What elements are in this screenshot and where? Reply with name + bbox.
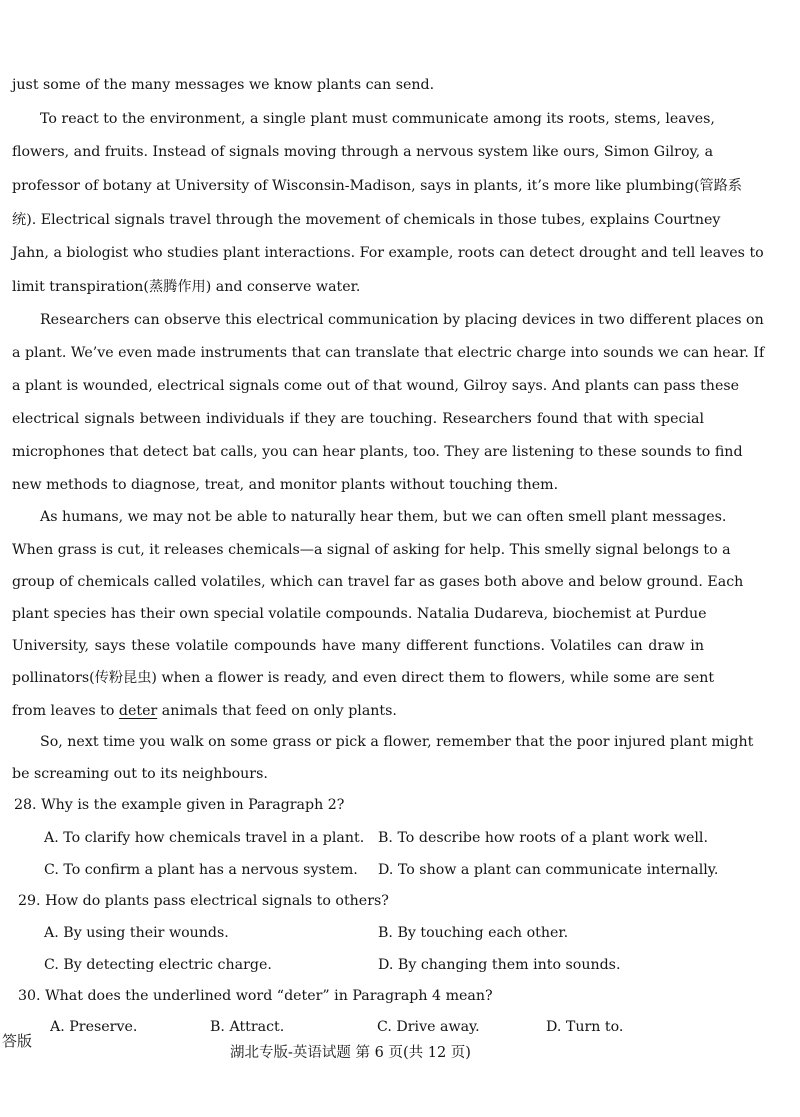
answer-option: C. Drive away. [377, 1019, 480, 1035]
passage-p2-line: professor of botany at University of Wisconsin-Madison, says in plants, it’s more like plumbing(管路系 [12, 178, 743, 194]
passage-p2-line: flowers, and fruits. Instead of signals moving through a nervous system like ours, Simon Gilroy, a [12, 144, 714, 160]
passage-p4-line: plant species has their own special volatile compounds. Natalia Dudareva, biochemist at Purdue [12, 606, 707, 622]
passage-p4-line: As humans, we may not be able to naturally hear them, but we can often smell plant messages. [40, 509, 727, 525]
passage-p2-line: 统). Electrical signals travel through the movement of chemicals in those tubes, explains Courtney [12, 212, 721, 228]
passage-p4-line: University, says these volatile compounds have many different functions. Volatiles can draw in [12, 638, 704, 654]
passage-p5-line: So, next time you walk on some grass or pick a flower, remember that the poor injured plant might [40, 734, 754, 750]
passage-p3-line: Researchers can observe this electrical communication by placing devices in two different places on [40, 312, 764, 328]
passage-p5-line: be screaming out to its neighbours. [12, 766, 268, 782]
question-stem: 30. What does the underlined word “deter” in Paragraph 4 mean? [18, 988, 493, 1004]
answer-option: D. Turn to. [546, 1019, 624, 1035]
question-stem: 28. Why is the example given in Paragraph 2? [14, 797, 345, 813]
answer-option: A. To clarify how chemicals travel in a plant. [44, 830, 365, 846]
question-stem: 29. How do plants pass electrical signals to others? [18, 893, 389, 909]
passage-p4-line: from leaves to deter animals that feed on only plants. [12, 703, 397, 719]
passage-p2-line: limit transpiration(蒸腾作用) and conserve water. [12, 279, 361, 295]
answer-option: A. Preserve. [50, 1019, 138, 1035]
page-footer: 湖北专版-英语试题 第 6 页(共 12 页) [230, 1045, 471, 1061]
answer-option: B. To describe how roots of a plant work well. [378, 830, 708, 846]
answer-option: D. By changing them into sounds. [378, 957, 621, 973]
answer-option: D. To show a plant can communicate internally. [378, 862, 719, 878]
passage-p4-line: When grass is cut, it releases chemicals—a signal of asking for help. This smelly signal belongs to a [12, 542, 731, 558]
passage-p2-line: To react to the environment, a single plant must communicate among its roots, stems, leaves, [40, 111, 715, 127]
answer-option: B. Attract. [210, 1019, 285, 1035]
answer-option: B. By touching each other. [378, 925, 569, 941]
passage-p3-line: electrical signals between individuals if they are touching. Researchers found that with special [12, 411, 704, 427]
passage-p4-line: pollinators(传粉昆虫) when a flower is ready, and even direct them to flowers, while some are sent [12, 670, 715, 686]
passage-p2-line: Jahn, a biologist who studies plant interactions. For example, roots can detect drought and tell leaves to [12, 245, 764, 261]
underlined-word-deter: deter [118, 703, 158, 719]
passage-p3-line: a plant is wounded, electrical signals come out of that wound, Gilroy says. And plants can pass these [12, 378, 740, 394]
side-mark: 答版 [2, 1032, 33, 1050]
passage-p1-line: just some of the many messages we know plants can send. [12, 77, 435, 93]
passage-p3-line: microphones that detect bat calls, you can hear plants, too. They are listening to these sounds to find [12, 444, 743, 460]
passage-p3-line: a plant. We’ve even made instruments that can translate that electric charge into sounds we can hear. If [12, 345, 765, 361]
passage-p3-line: new methods to diagnose, treat, and monitor plants without touching them. [12, 477, 559, 493]
passage-p4-line: group of chemicals called volatiles, which can travel far as gases both above and below ground. Each [12, 574, 744, 590]
answer-option: A. By using their wounds. [44, 925, 229, 941]
answer-option: C. By detecting electric charge. [44, 957, 272, 973]
answer-option: C. To confirm a plant has a nervous system. [44, 862, 358, 878]
